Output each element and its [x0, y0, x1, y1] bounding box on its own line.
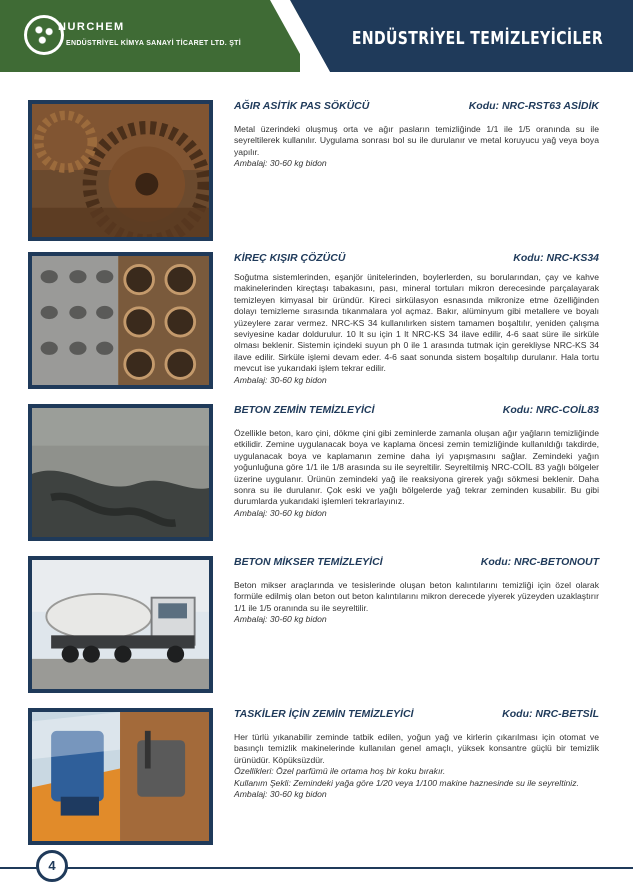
product-title: KİREÇ KIŞIR ÇÖZÜCÜ [234, 252, 346, 264]
product-title: BETON MİKSER TEMİZLEYİCİ [234, 556, 383, 568]
product-code: Kodu: NRC-RST63 ASİDİK [468, 100, 599, 112]
product-code: Kodu: NRC-COİL83 [502, 404, 599, 416]
product-description: Özellikle beton, karo çini, dökme çini gibi zeminlerde zamanla oluşan ağır yağların temizliğinde etkilidir. Zemine uygulanacak boya ve kaplama öncesi zemin temizliğinde kullanıldığı takdirde, uygulanacak boya ve kaplamanın zemine daha iyi yapışmasını sağlar. Zemindeki yağın yoğunluğuna göre 1/1 ile 1/8 arasında su ile seyreltilir. Seyreltilmiş NRC-COİL 83 yağlı bölgeler üzerine uygulanır. Ürünün zemindeki yağ ile reaksiyona girerek yağı sökmesi beklenir. Daha sonra su ile durulanır. Çok eski ve yağlı bölgelerde yağ tekrar zeminden kusabilir. Bu gibi durumlarda yukarıdaki işlemleri tekrarlayınız. [234, 428, 599, 507]
product-features: Özellikleri: Özel parfümü ile ortama hoş bir koku bırakır. [234, 766, 446, 777]
product-title: BETON ZEMİN TEMİZLEYİCİ [234, 404, 375, 416]
product-content [234, 556, 599, 626]
page-title: ENDÜSTRİYEL TEMİZLEYİCİLER [351, 28, 603, 49]
product-description: Metal üzerindeki oluşmuş orta ve ağır pasların temizliğinde 1/1 ile 1/5 oranında su ile seyreltilerek kullanılır. Uygulama sonrası bol su ile durulanır ve metal koruyucu yağ veya boya yapılır. [234, 124, 599, 157]
product-usage: Kullanım Şekli: Zemindeki yağa göre 1/20 veya 1/100 makine haznesinde su ile seyreltiniz. [234, 777, 579, 788]
product-code: Kodu: NRC-KS34 [513, 252, 599, 264]
product-title: AĞIR ASİTİK PAS SÖKÜCÜ [234, 100, 370, 112]
page-header [0, 0, 633, 72]
product-image-concrete-mixer-truck [28, 556, 213, 693]
product-title: TASKİLER İÇİN ZEMİN TEMİZLEYİCİ [234, 708, 414, 720]
product-packaging: Ambalaj: 30-60 kg bidon [234, 158, 327, 169]
product-packaging: Ambalaj: 30-60 kg bidon [234, 789, 327, 800]
product-content [234, 404, 599, 519]
product-content [234, 252, 599, 386]
product-image-floor-scrubber [28, 708, 213, 845]
product-image-rusty-gears [28, 100, 213, 241]
product-image-scaled-pipes [28, 252, 213, 389]
product-content [234, 100, 599, 170]
product-description: Her türlü yıkanabilir zeminde tatbik edilen, yoğun yağ ve kirlerin çıkarılması için otomat ve basınçlı temizlik makinelerinde kullanılan genel amaçlı, yüksek konsantre güçlü bir temizlik ürünüdür. Köpüksüzdür. [234, 732, 599, 765]
product-content [234, 708, 599, 800]
product-description: Beton mikser araçlarında ve tesislerinde oluşan beton kalıntılarını temizliği için özel olarak formüle edilmiş olan beton out beton kalıntılarını mikron derecede yiyerek yüzeyden uzaklaştırır 1/1 ile 1/5 oranında su ile seyreltilir. [234, 580, 599, 613]
product-packaging: Ambalaj: 30-60 kg bidon [234, 614, 327, 625]
brand-name: NURCHEM [58, 21, 125, 33]
product-image-oily-concrete [28, 404, 213, 541]
product-code: Kodu: NRC-BETSİL [502, 708, 599, 720]
footer-rule [0, 867, 633, 869]
product-packaging: Ambalaj: 30-60 kg bidon [234, 507, 327, 518]
page-number: 4 [36, 850, 68, 882]
product-code: Kodu: NRC-BETONOUT [480, 556, 599, 568]
product-packaging: Ambalaj: 30-60 kg bidon [234, 374, 327, 385]
product-description: Soğutma sistemlerinden, eşanjör ünitelerinden, boylerlerden, su borularından, çay ve kahve makinelerinden kireçtaşı tabakasını, pası, mineral tortuları mikron derecesinde parçalayarak temizleyen kimyasal bir üründür. Kireci sirkülasyon esnasında mikronize etme özelliğinden dolayı temizleme sırasında tıkanmalara yol açmaz. Bakır, alüminyum gibi metallere ve boyalı yüzeylere zarar vermez. NRC-KS 34 kullanılırken sistem tamamen boşaltılır, yeniden çalışma seviyesine kadar doldurulur. 10 lt su için 1 lt NRC-KS 34 ilave edilir, 4-6 saat süre ile sirküle olması beklenir. Sistemin içindeki suyun ph 0 ile 1 arasında tutmak için gerekliyse NRC-KS 34 ilave edilir. Sirküle işlemi devam eder. 4-6 saat sonunda sistem boşaltılıp durulanır. Hala tortu mevcut ise yukarıdaki işlem tekrar edilir. [234, 272, 599, 374]
company-name: ENDÜSTRİYEL KİMYA SANAYİ TİCARET LTD. ŞTİ [66, 40, 242, 47]
